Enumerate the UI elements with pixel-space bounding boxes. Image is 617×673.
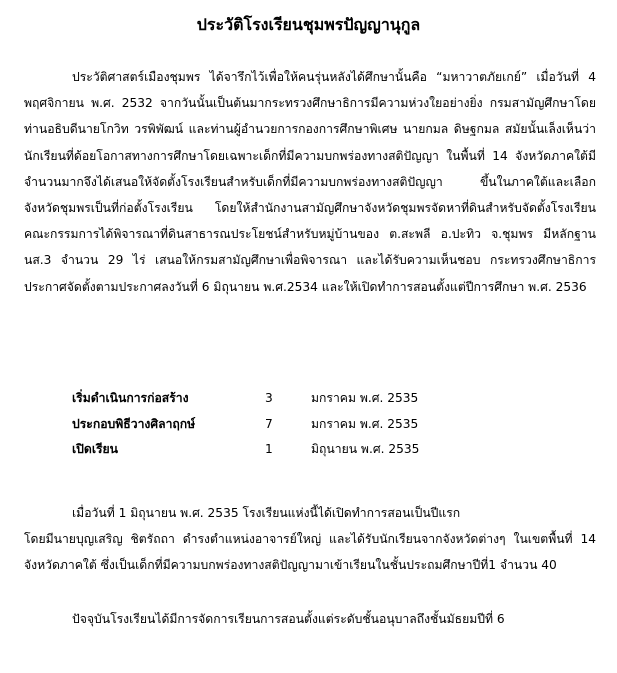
document-title: ประวัติโรงเรียนชุมพรปัญญานุกูล — [196, 15, 421, 34]
opening-paragraph — [24, 500, 596, 579]
opening-paragraph-first-line: เมื่อวันที่ 1 มิถุนายน พ.ศ. 2535 โรงเรียนแห่งนี้ได้เปิดทำการสอนเป็นปีแรก — [72, 506, 461, 520]
milestone-list — [72, 386, 552, 463]
milestone-day: 7 — [265, 416, 273, 431]
milestone-row — [72, 386, 552, 412]
milestone-label: เปิดเรียน — [72, 442, 119, 456]
milestone-month-year: มิถุนายน พ.ศ. 2535 — [311, 442, 420, 456]
opening-paragraph-body: โดยมีนายบุญเสริญ ชิตรัถถา ดำรงตำแหน่งอาจารย์ใหญ่ และได้รับนักเรียนจากจังหวัดต่างๆ ในเขตพื้นที่ 14 จังหวัดภาคใต้ ซึ่งเป็นเด็กที่มีความบกพร่องทางสติปัญญามาเข้าเรียนในชั้นประถมศึกษาปีที่1 จำนวน 40 — [24, 532, 596, 573]
current-status-paragraph: ปัจจุบันโรงเรียนได้มีการจัดการเรียนการสอนตั้งแต่ระดับชั้นอนุบาลถึงชั้นมัธยมปีที่ 6 — [72, 612, 505, 626]
history-paragraph: ประวัติศาสตร์เมืองชุมพร ได้จารึกไว้เพื่อให้คนรุ่นหลังได้ศึกษานั้นคือ “มหาวาตภัยเกย์” เมื่อวันที่ 4 พฤศจิกายน พ.ศ. 2532 จากวันนั้นเป็นต้นมากระทรวงศึกษาธิการมีความห่วงใยอย่างยิ่ง กรมสามัญศึกษาโดยท่านอธิบดีนายโกวิท วรพิพัฒน์ และท่านผู้อำนวยการกองการศึกษาพิเศษ นายกมล ดิษฐกมล สมัยนั้นเล็งเห็นว่านักเรียนที่ด้อยโอกาสทางการศึกษาโดยเฉพาะเด็กที่มีความบกพร่องทางสติปัญญา ในพื้นที่ 14 จังหวัดภาคใต้มีจำนวนมากจึงได้เสนอให้จัดตั้งโรงเรียนสำหรับเด็กที่มีความบกพร่องทางสติปัญญา ขึ้นในภาคใต้และเลือกจังหวัดชุมพรเป็นที่ก่อตั้งโรงเรียน โดยให้สำนักงานสามัญศึกษาจังหวัดชุมพรจัดหาที่ดินสำหรับจัดตั้งโรงเรียน คณะกรรมการได้พิจารณาที่ดินสาธารณประโยชน์สำหรับหมู่บ้านของ ต.สะพลี อ.ปะทิว จ.ชุมพร มีหลักฐาน นส.3 จำนวน 29 ไร่ เสนอให้กรมสามัญศึกษาเพื่อพิจารณา และได้รับความเห็นชอบ กระทรวงศึกษาธิการประกาศจัดตั้งตามประกาศลงวันที่ 6 มิถุนายน พ.ศ.2534 และให้เปิดทำการสอนตั้งแต่ปีการศึกษา พ.ศ. 2536 — [24, 70, 596, 294]
milestone-month-year: มกราคม พ.ศ. 2535 — [311, 416, 419, 431]
milestone-row — [72, 412, 552, 438]
milestone-day: 3 — [265, 391, 273, 405]
milestone-day: 1 — [265, 442, 273, 456]
milestone-label: เริ่มดำเนินการก่อสร้าง — [72, 391, 189, 405]
milestone-month-year: มกราคม พ.ศ. 2535 — [311, 391, 419, 405]
milestone-label: ประกอบพิธีวางศิลาฤกษ์ — [72, 416, 196, 431]
milestone-row — [72, 437, 552, 463]
